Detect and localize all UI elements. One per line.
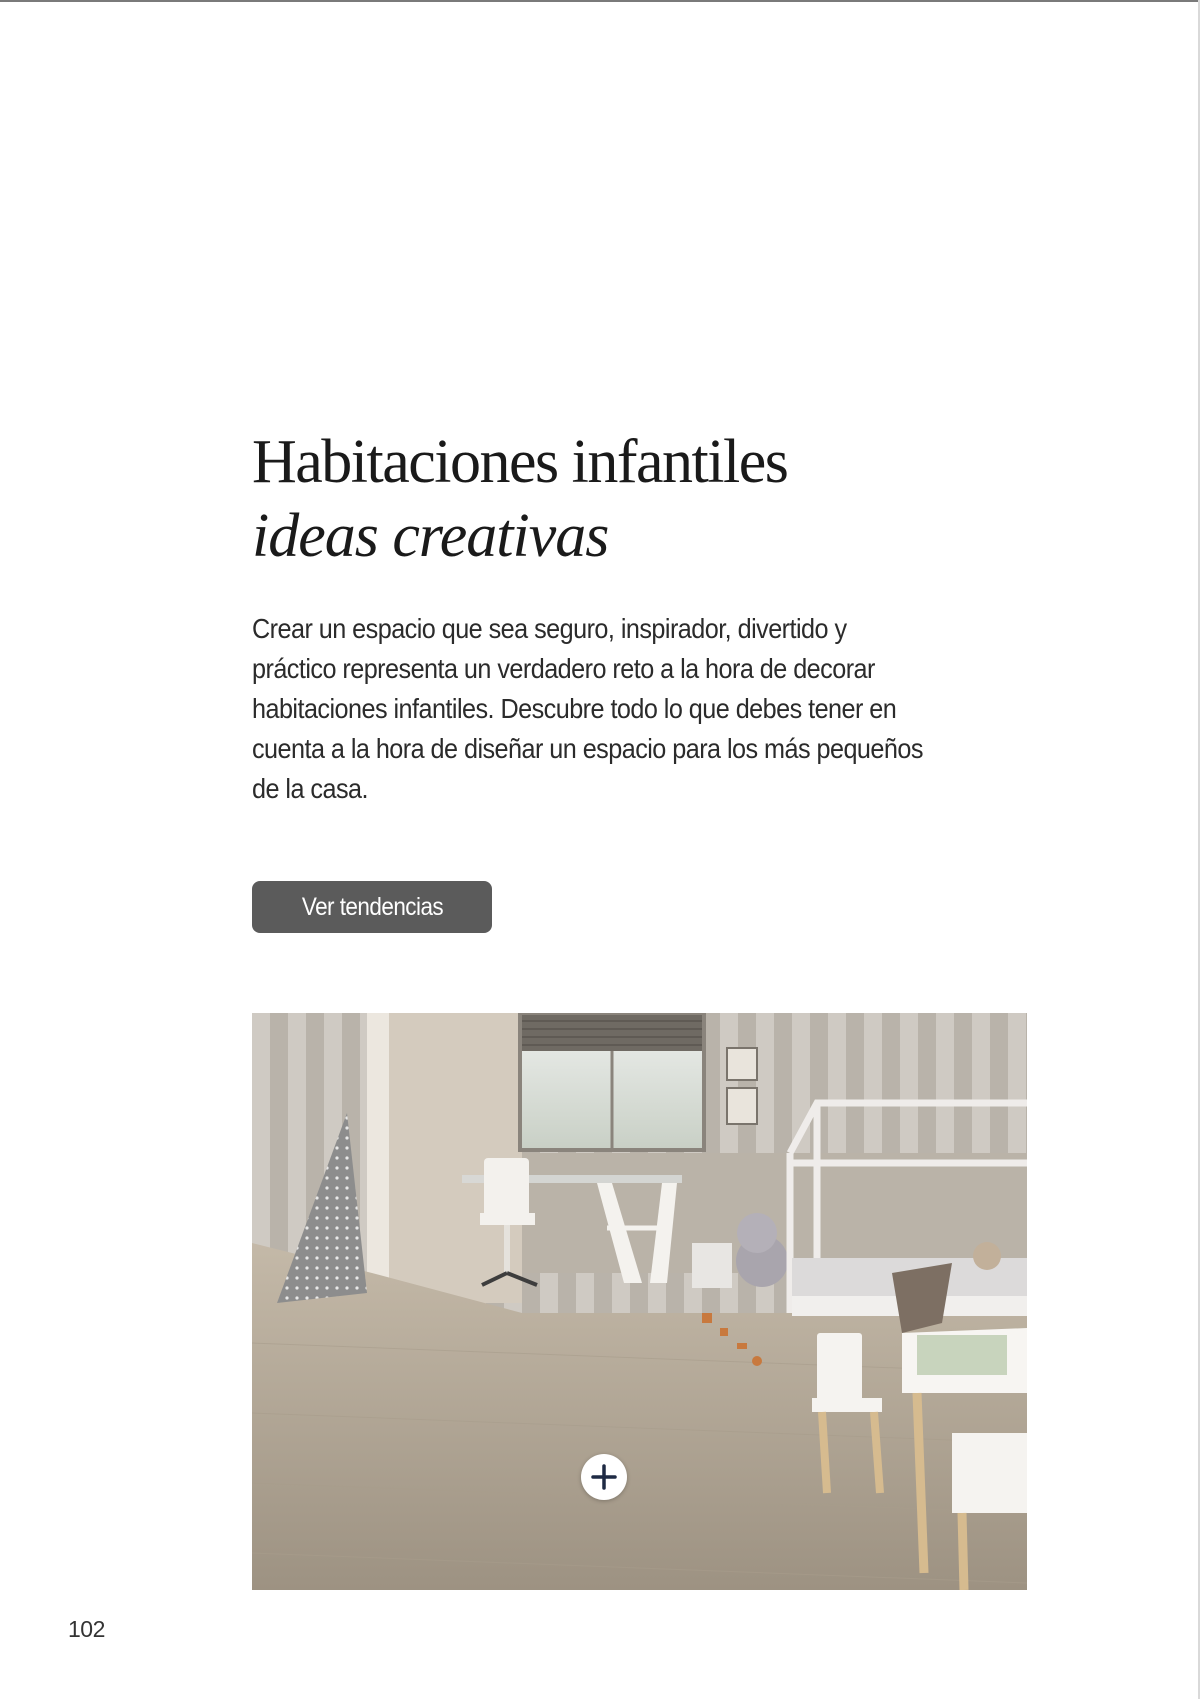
kids-room-photo[interactable] xyxy=(252,1013,1027,1590)
intro-paragraph: Crear un espacio que sea seguro, inspirador, divertido y práctico representa un verdadero reto a la hora de decorar habitaciones infantiles. Descubre todo lo que debes tener en cuenta a la hora de diseñar un espacio para los más pequeños de la casa. xyxy=(252,613,923,804)
page-number: 102 xyxy=(68,1616,105,1642)
ver-tendencias-label: Ver tendencias xyxy=(301,892,443,921)
article-intro xyxy=(252,425,1032,809)
page-title xyxy=(252,425,1032,573)
plus-icon xyxy=(581,1454,627,1500)
title-line-italic: ideas creativas xyxy=(252,502,609,570)
kids-room-illustration xyxy=(252,1013,1027,1590)
ver-tendencias-button[interactable] xyxy=(252,881,492,933)
top-border xyxy=(0,0,1200,2)
title-line-main: Habitaciones infantiles xyxy=(252,428,788,496)
expand-photo-button[interactable] xyxy=(581,1454,627,1500)
